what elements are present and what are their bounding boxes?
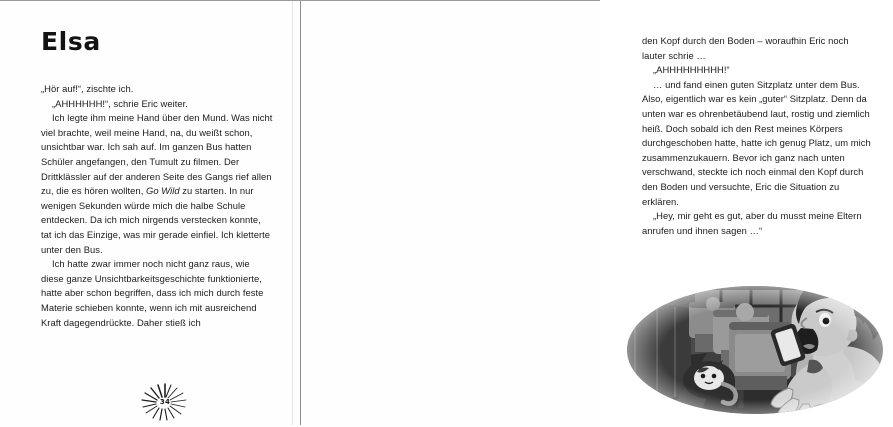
page-number-sunburst — [132, 383, 198, 421]
paragraph: „Hey, mir geht es gut, aber du musst meine Eltern anrufen und ihnen sagen …“ — [642, 210, 862, 236]
paragraph: Ich hatte zwar immer noch nicht ganz raus, wie diese ganze Unsichtbarkeitsgeschichte funktionierte, hatte aber schon begriffen, dass ich mich durch feste Materie schieben konnte, wenn ich mit ausreichend Kraft dagegendrückte. Daher stieß ich — [41, 258, 264, 328]
right-page-text-column — [642, 34, 872, 238]
illustration-svg — [617, 284, 893, 422]
left-page-text-column — [41, 29, 274, 330]
italic-work-title: Go Wild — [146, 185, 180, 197]
paragraph: … und fand einen guten Sitzplatz unter dem Bus. Also, eigentlich war es kein „guter“ Sitzplatz. Denn da unten war es ohrenbetäubend laut, rostig und ziemlich heiß. Doch sobald ich den Rest meines Körpers durchgeschoben hatte, hatte ich genug Platz, um mich zusammenzukauern. Bevor ich ganz nach unten verschwand, steckte ich noch einmal den Kopf durch den Boden und versuchte, Eric die Situation zu erklären. — [642, 78, 871, 207]
right-page — [301, 1, 871, 427]
paragraph: „AHHHHHH!“, schrie Eric weiter. — [52, 97, 188, 109]
paragraph-with-italic: Ich legte ihm meine Hand über den Mund. Was nicht viel brachte, weil meine Hand, na, du weißt schon, unsichtbar war. Ich sah auf. Im ganzen Bus hatten Schüler angefangen, den Tumult zu filmen. Der Drittklässler auf der anderen Seite des Gangs rief allen zu, die es hören wollten, Go Wild zu starten. In nur wenigen Sekunden würde mich die halbe Schule entdecken. Da ich mich nirgends verstecken konnte, tat ich das Einzige, was mir gerade einfiel. Ich kletterte unter den Bus. — [41, 112, 273, 255]
left-page — [0, 1, 301, 427]
gutter-shadow — [292, 1, 293, 425]
page-number: 34 — [159, 398, 171, 406]
bus-scene-illustration — [617, 284, 893, 422]
paragraph: „Hör auf!“, zischte ich. — [41, 83, 134, 94]
paragraph: „AHHHHHHHHH!“ — [653, 64, 730, 76]
paragraph: den Kopf durch den Boden – woraufhin Eric noch lauter schrie … — [642, 35, 849, 61]
chapter-title: Elsa — [41, 27, 101, 56]
